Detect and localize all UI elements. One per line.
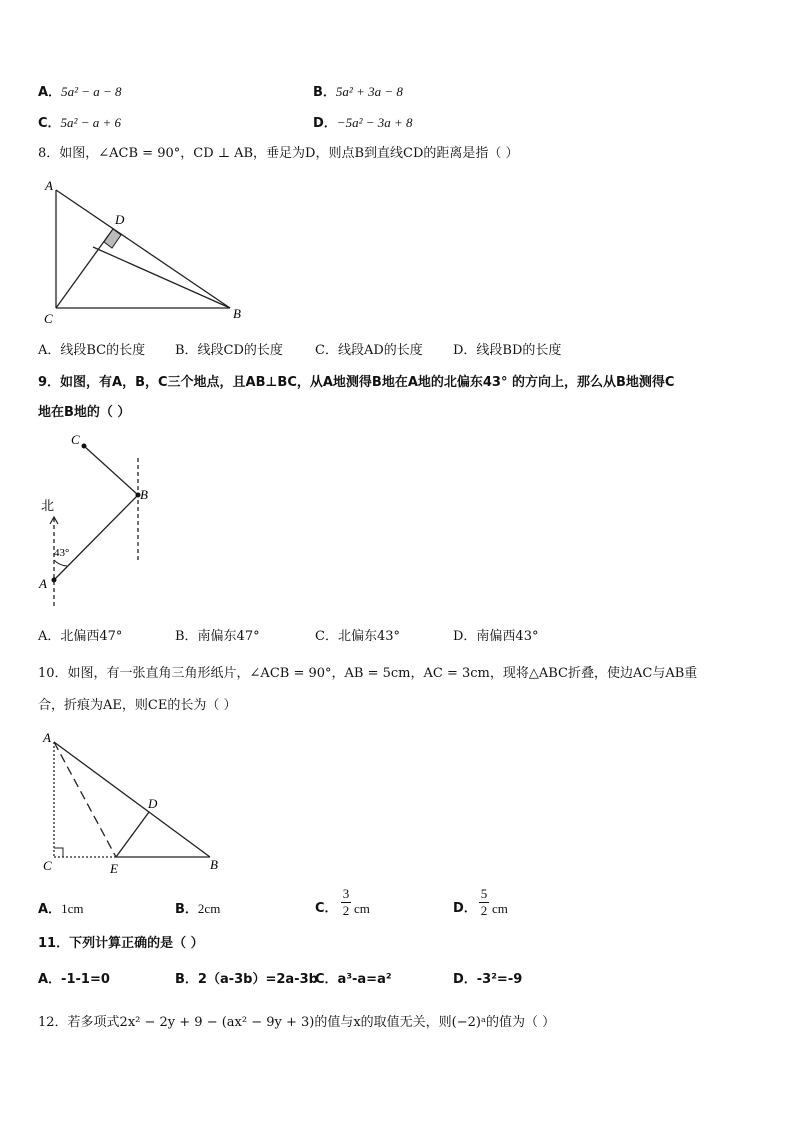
q10-label-d: D xyxy=(148,796,158,811)
q8-option-d[interactable]: D．线段BD的长度 xyxy=(453,343,562,358)
q8-label-b: B xyxy=(233,306,241,321)
q10-option-b[interactable]: B．2cm xyxy=(175,901,221,917)
q9-option-a[interactable]: A．北偏西47° xyxy=(38,629,123,644)
q10-option-d[interactable]: D． xyxy=(453,901,477,916)
q8-label-a: A xyxy=(45,178,53,193)
q9-label-b: B xyxy=(140,487,148,502)
q9-label-a: A xyxy=(39,576,47,591)
q10-option-d-unit: cm xyxy=(492,901,508,916)
q8-option-c[interactable]: C．线段AD的长度 xyxy=(315,343,423,358)
q9-text-line2: 地在B地的（ ） xyxy=(38,405,131,420)
q7-option-b[interactable]: B．5a² + 3a − 8 xyxy=(313,84,403,100)
q9-option-d[interactable]: D．南偏西43° xyxy=(453,629,539,644)
q9-figure xyxy=(36,430,176,610)
q8-label-c: C xyxy=(44,311,53,326)
q7-option-a[interactable]: A．5a² − a − 8 xyxy=(38,84,122,100)
q10-option-d-fraction: 5 2 xyxy=(480,886,488,918)
q8-text: 8．如图，∠ACB = 90°，CD ⊥ AB，垂足为D，则点B到直线CD的距离是指（ ） xyxy=(38,146,519,161)
q9-option-c[interactable]: C．北偏东43° xyxy=(315,629,400,644)
q9-option-b[interactable]: B．南偏东47° xyxy=(175,629,260,644)
q10-figure xyxy=(40,730,230,875)
q9-text-line1: 9．如图，有A，B，C三个地点，且AB⊥BC，从A地测得B地在A地的北偏东43° 的方向上，那么从B地测得C xyxy=(38,375,675,390)
q10-option-c[interactable]: C． xyxy=(315,901,338,916)
q10-option-a[interactable]: A．1cm xyxy=(38,901,84,917)
q9-label-angle: 43° xyxy=(54,547,70,559)
q11-option-d[interactable]: D．-3²=-9 xyxy=(453,972,523,987)
q11-option-b[interactable]: B．2（a-3b）=2a-3b xyxy=(175,972,318,987)
q10-label-e: E xyxy=(110,861,118,876)
q10-text-line2: 合，折痕为AE，则CE的长为（ ） xyxy=(38,698,237,713)
q12-text: 12．若多项式2x² − 2y + 9 − (ax² − 9y + 3)的值与x的取值无关，则(−2)ᵃ的值为（ ） xyxy=(38,1015,556,1030)
q9-label-c: C xyxy=(71,432,80,447)
q7-option-c[interactable]: C．5a² − a + 6 xyxy=(38,115,121,131)
q8-label-d: D xyxy=(115,212,125,227)
q10-option-c-fraction: 3 2 xyxy=(342,886,350,918)
q8-option-b[interactable]: B．线段CD的长度 xyxy=(175,343,283,358)
q11-option-c[interactable]: C．a³-a=a² xyxy=(315,972,392,987)
q8-option-a[interactable]: A．线段BC的长度 xyxy=(38,343,146,358)
q11-option-a[interactable]: A．-1-1=0 xyxy=(38,972,110,987)
q10-label-c: C xyxy=(43,858,52,873)
q11-text: 11．下列计算正确的是（ ） xyxy=(38,936,204,951)
q7-option-d[interactable]: D．−5a² − 3a + 8 xyxy=(313,115,413,131)
q8-figure xyxy=(40,178,240,328)
q9-label-north: 北 xyxy=(41,498,55,513)
q10-option-c-unit: cm xyxy=(354,901,370,916)
q10-label-a: A xyxy=(43,730,51,745)
q10-label-b: B xyxy=(210,857,218,872)
q10-text-line1: 10．如图，有一张直角三角形纸片，∠ACB = 90°，AB = 5cm，AC = 3cm，现将△ABC折叠，使边AC与AB重 xyxy=(38,666,698,681)
